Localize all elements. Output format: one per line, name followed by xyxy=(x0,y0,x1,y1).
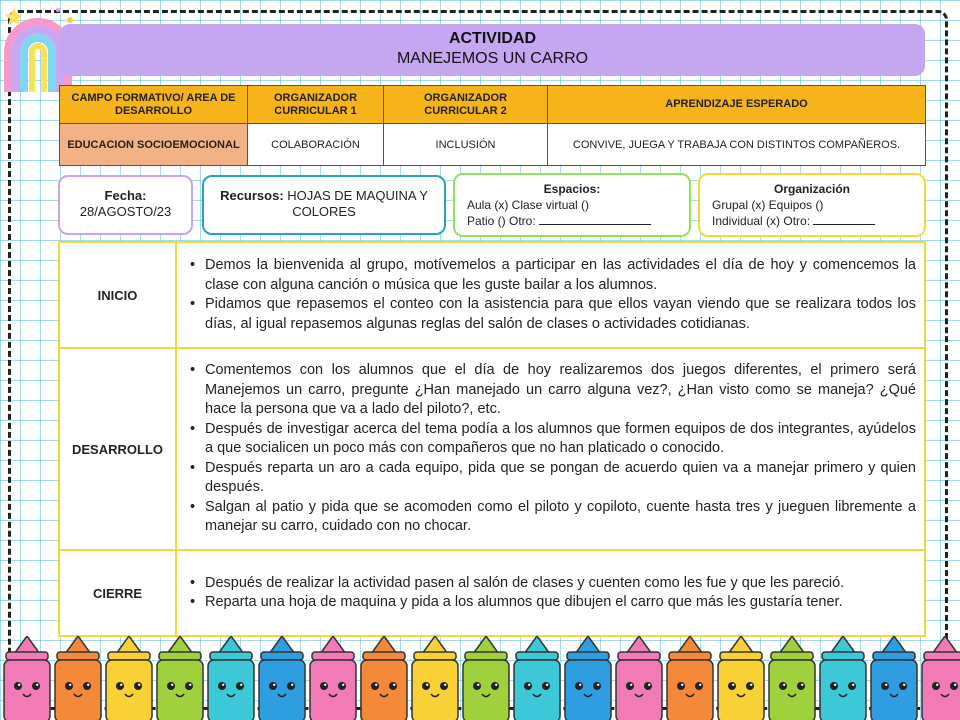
value-organizador-2: INCLUSIÓN xyxy=(384,124,548,166)
activity-table xyxy=(58,241,926,637)
section-label-desarrollo: DESARROLLO xyxy=(59,348,176,550)
fecha-label: Fecha: xyxy=(104,188,147,203)
crayon-character xyxy=(208,636,254,720)
fecha-value: 28/AGOSTO/23 xyxy=(79,204,172,219)
recursos-label: Recursos: xyxy=(220,188,284,203)
crayon-character xyxy=(4,636,50,720)
fecha-box xyxy=(58,175,193,235)
title-bar xyxy=(60,24,925,76)
espacios-label: Espacios: xyxy=(543,182,601,196)
value-aprendizaje: CONVIVE, JUEGA Y TRABAJA CON DISTINTOS COMPAÑEROS. xyxy=(548,124,926,166)
organizacion-label: Organización xyxy=(773,182,850,196)
curriculum-header-row xyxy=(60,86,926,124)
espacios-otro-blank xyxy=(539,213,651,225)
crayon-character xyxy=(259,636,305,720)
activity-subtitle: MANEJEMOS UN CARRO xyxy=(396,50,589,67)
section-label-inicio: INICIO xyxy=(59,242,176,348)
crayon-character xyxy=(514,636,560,720)
crayon-character xyxy=(922,636,960,720)
curriculum-values-row xyxy=(60,124,926,166)
organizacion-otro-blank xyxy=(813,213,875,225)
header-organizador-1: ORGANIZADOR CURRICULAR 1 xyxy=(248,86,384,124)
recursos-value: HOJAS DE MAQUINA Y COLORES xyxy=(287,188,428,219)
crayon-character xyxy=(565,636,611,720)
value-organizador-1: COLABORACIÓN xyxy=(248,124,384,166)
crayon-character xyxy=(55,636,101,720)
list-item: • Después de investigar acerca del tema podía a los alumnos que formen equipos de dos integrantes, ayúdelos a que socialicen un poco más con compañeros que no han platicado o conocido. xyxy=(187,420,916,459)
crayon-character xyxy=(667,636,713,720)
espacios-box xyxy=(453,173,691,237)
list-item: • Reparta una hoja de maquina y pida a los alumnos que dibujen el carro que más les gustaría tener. xyxy=(187,593,916,613)
activity-title: ACTIVIDAD xyxy=(448,30,537,47)
organizacion-line-1: Grupal (x) Equipos () xyxy=(712,198,824,212)
desarrollo-list xyxy=(187,361,916,537)
crayon-character xyxy=(361,636,407,720)
header-campo: CAMPO FORMATIVO/ AREA DE DESARROLLO xyxy=(60,86,248,124)
section-inicio xyxy=(59,242,925,348)
list-item: • Comentemos con los alumnos que el día de hoy realizaremos dos juegos diferentes, el primero será Manejemos un carro, pregunte ¿Han manejado un carro alguna vez?, ¿Han visto como se maneja? ¿Qué hace la persona que va a lado del piloto?, etc. xyxy=(187,361,916,420)
crayon-character xyxy=(616,636,662,720)
section-content-inicio xyxy=(176,242,925,348)
crayon-character xyxy=(106,636,152,720)
section-desarrollo xyxy=(59,348,925,550)
espacios-line-1: Aula (x) Clase virtual () xyxy=(467,198,590,212)
espacios-line-2: Patio () Otro: xyxy=(467,214,536,228)
organizacion-line-2: Individual (x) Otro: xyxy=(712,214,811,228)
value-campo: EDUCACION SOCIOEMOCIONAL xyxy=(60,124,248,166)
espacios-line-2-row xyxy=(467,213,689,229)
list-item: • Después de realizar la actividad pasen al salón de clases y cuenten como les fue y que les pareció. xyxy=(187,574,916,594)
crayon-character xyxy=(157,636,203,720)
header-aprendizaje: APRENDIZAJE ESPERADO xyxy=(548,86,926,124)
list-item: • Demos la bienvenida al grupo, motívemelos a participar en las actividades el día de hoy y comencemos la clase con alguna canción o música que les guste bailar a los alumnos. xyxy=(187,256,916,295)
cierre-list xyxy=(187,574,916,613)
crayon-character xyxy=(871,636,917,720)
section-content-cierre xyxy=(176,550,925,636)
crayon-character xyxy=(463,636,509,720)
section-content-desarrollo xyxy=(176,348,925,550)
organizacion-box xyxy=(698,173,926,237)
section-label-cierre: CIERRE xyxy=(59,550,176,636)
recursos-box xyxy=(202,175,446,235)
crayon-character xyxy=(412,636,458,720)
crayon-character xyxy=(310,636,356,720)
crayon-character xyxy=(718,636,764,720)
header-organizador-2: ORGANIZADOR CURRICULAR 2 xyxy=(384,86,548,124)
list-item: • Después reparta un aro a cada equipo, pida que se pongan de acuerdo quien va a manejar primero y quien después. xyxy=(187,459,916,498)
list-item: • Salgan al patio y pida que se acomoden como el piloto y copiloto, cuente hasta tres y jueguen libremente a manejar su carro, cuidado con no chocar. xyxy=(187,498,916,537)
crayon-character xyxy=(820,636,866,720)
organizacion-line-2-row xyxy=(712,213,924,229)
curriculum-table xyxy=(59,85,926,166)
section-cierre xyxy=(59,550,925,636)
crayon-character xyxy=(769,636,815,720)
inicio-list xyxy=(187,256,916,334)
list-item: • Pidamos que repasemos el conteo con la asistencia para que ellos vayan viendo que se realizara todos los días, al igual repasemos algunas reglas del salón de clases o actividades cotidianas. xyxy=(187,295,916,334)
crayon-characters-decoration xyxy=(0,636,960,720)
